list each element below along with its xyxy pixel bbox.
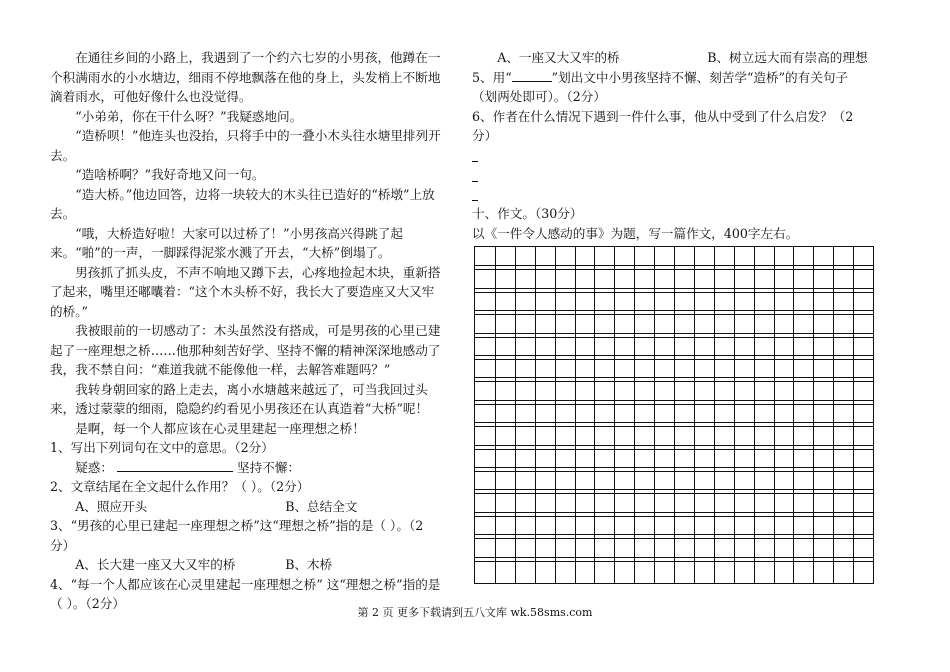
grid-column-line xyxy=(833,247,834,583)
question-4-options xyxy=(472,48,872,68)
grid-column-line xyxy=(674,247,675,583)
grid-row-line xyxy=(475,337,873,338)
grid-row-line xyxy=(475,404,873,405)
q5-prefix: 5、用“ xyxy=(472,69,512,85)
grid-column-line xyxy=(714,247,715,583)
q2-option-b: B、总结全文 xyxy=(285,498,358,514)
composition-heading: 十、作文。（30分） xyxy=(472,206,583,221)
grid-row-line xyxy=(475,493,873,494)
grid-row-line xyxy=(475,359,873,360)
grid-column-line xyxy=(813,247,814,583)
grid-column-line xyxy=(853,247,854,583)
question-2-options xyxy=(50,497,442,517)
q3-option-b: B、木桥 xyxy=(285,557,333,572)
composition-writing-grid[interactable] xyxy=(474,246,874,584)
grid-row-line xyxy=(475,292,873,293)
grid-row-line xyxy=(475,449,873,450)
passage-paragraph: “造啥桥啊？”我好奇地又问一句。 xyxy=(75,167,265,182)
grid-column-line xyxy=(594,247,595,583)
grid-column-line xyxy=(754,247,755,583)
grid-row-line xyxy=(475,422,873,423)
composition-prompt: 以《一件令人感动的事》为题，写一篇作文，400字左右。 xyxy=(472,225,799,241)
q5-suffix: ”划出文中小男孩坚持不懈、刻苦学“造桥”的有关句子（划两处即可）。（2分） xyxy=(472,69,849,104)
grid-column-line xyxy=(734,247,735,583)
passage-paragraph: “造桥呗！”他连头也没抬，只将手中的一叠小木头往水塘里排列开去。 xyxy=(50,128,441,163)
grid-row-line xyxy=(475,534,873,535)
q5-line-blank xyxy=(512,81,552,82)
passage-paragraph: 是啊，每一个人都应该在心灵里建起一座理想之桥！ xyxy=(75,420,365,436)
question-1: 1、写出下列词句在文中的意思。（2分） xyxy=(50,440,274,455)
q1-word-1: 疑惑： xyxy=(75,459,113,475)
answer-line[interactable] xyxy=(472,165,478,185)
q1-word-2: 坚持不懈： xyxy=(237,459,300,475)
grid-row-line xyxy=(475,426,873,427)
q4-option-b: B、树立远大而有崇高的理想 xyxy=(707,50,868,65)
grid-column-line xyxy=(555,247,556,583)
q1-answer-blank[interactable] xyxy=(117,471,233,472)
grid-row-line xyxy=(475,489,873,490)
grid-column-line xyxy=(515,247,516,583)
grid-row-line xyxy=(475,561,873,562)
grid-column-line xyxy=(614,247,615,583)
grid-row-line xyxy=(475,310,873,311)
grid-row-line xyxy=(475,355,873,356)
grid-column-line xyxy=(774,247,775,583)
grid-row-line xyxy=(475,377,873,378)
grid-row-line xyxy=(475,471,873,472)
grid-row-line xyxy=(475,333,873,334)
grid-column-line xyxy=(654,247,655,583)
q3-option-a: A、长大建一座又大又牢的桥 xyxy=(75,557,236,572)
grid-row-line xyxy=(475,381,873,382)
question-3-options xyxy=(50,555,442,575)
grid-column-line xyxy=(495,247,496,583)
question-1-answers xyxy=(50,458,442,478)
grid-row-line xyxy=(475,467,873,468)
grid-row-line xyxy=(475,538,873,539)
passage-paragraph: 我转身朝回家的路上走去，离小水塘越来越远了，可当我回过头来，透过蒙蒙的细雨，隐隐约约看见小男孩还在认真造着“大桥”呢！ xyxy=(50,381,429,416)
answer-line[interactable] xyxy=(472,185,478,205)
question-5 xyxy=(472,68,872,107)
grid-row-line xyxy=(475,512,873,513)
page-footer: 第 2 页 更多下载请到五八文库 wk.58sms.com xyxy=(357,606,593,619)
question-6: 6、作者在什么情况下遇到一件什么事，他从中受到了什么启发？（2分） xyxy=(472,108,854,143)
q4-option-a: A、一座又大又牢的桥 xyxy=(497,50,620,65)
grid-row-line xyxy=(475,516,873,517)
grid-column-line xyxy=(535,247,536,583)
passage-paragraph: 我被眼前的一切感动了：木头虽然没有搭成，可是男孩的心里已建起了一座理想之桥……他那种刻苦好学、坚持不懈的精神深深地感动了我，我不禁自问：“难道我就不能像他一样，去解答难题吗？” xyxy=(50,323,441,377)
grid-column-line xyxy=(634,247,635,583)
passage-paragraph: 男孩抓了抓头皮，不声不响地又蹲下去，心疼地捡起木块，重新搭了起来，嘴里还嘟囔着：“这个木头桥不好，我长大了要造座又大又牢的桥。” xyxy=(50,264,441,319)
grid-column-line xyxy=(694,247,695,583)
grid-row-line xyxy=(475,265,873,266)
right-column xyxy=(472,48,872,243)
grid-row-line xyxy=(475,269,873,270)
grid-row-line xyxy=(475,445,873,446)
question-3: 3、“男孩的心里已建起一座理想之桥”这“理想之桥”指的是（ ）。（2分） xyxy=(50,518,424,553)
passage-paragraph: “小弟弟，你在干什么呀？”我疑惑地问。 xyxy=(75,108,303,124)
grid-row-line xyxy=(475,400,873,401)
grid-column-line xyxy=(793,247,794,583)
grid-column-line xyxy=(575,247,576,583)
left-column xyxy=(50,48,442,614)
question-2: 2、文章结尾在全文起什么作用？（ ）。（2分） xyxy=(50,479,310,494)
passage-paragraph: “造大桥。”他边回答，边将一块较大的木头往已造好的“桥墩”上放去。 xyxy=(50,186,435,221)
grid-row-line xyxy=(475,314,873,315)
q2-option-a: A、照应开头 xyxy=(75,498,148,514)
answer-line[interactable] xyxy=(472,146,478,166)
passage-paragraph: 在通往乡间的小路上，我遇到了一个约六七岁的小男孩，他蹲在一个积满雨水的小水塘边，细雨不停地飘落在他的身上，头发梢上不断地滴着雨水，可他好像什么也没觉得。 xyxy=(50,50,441,104)
grid-row-line xyxy=(475,557,873,558)
passage-paragraph: “哦，大桥造好啦！大家可以过桥了！”小男孩高兴得跳了起来。“啪”的一声，一脚踩得泥浆水溅了开去，“大桥”倒塌了。 xyxy=(50,225,403,260)
grid-row-line xyxy=(475,288,873,289)
question-4: 4、“每一个人都应该在心灵里建起一座理想之桥” 这“理想之桥”指的是（ ）。（2分） xyxy=(50,576,441,611)
